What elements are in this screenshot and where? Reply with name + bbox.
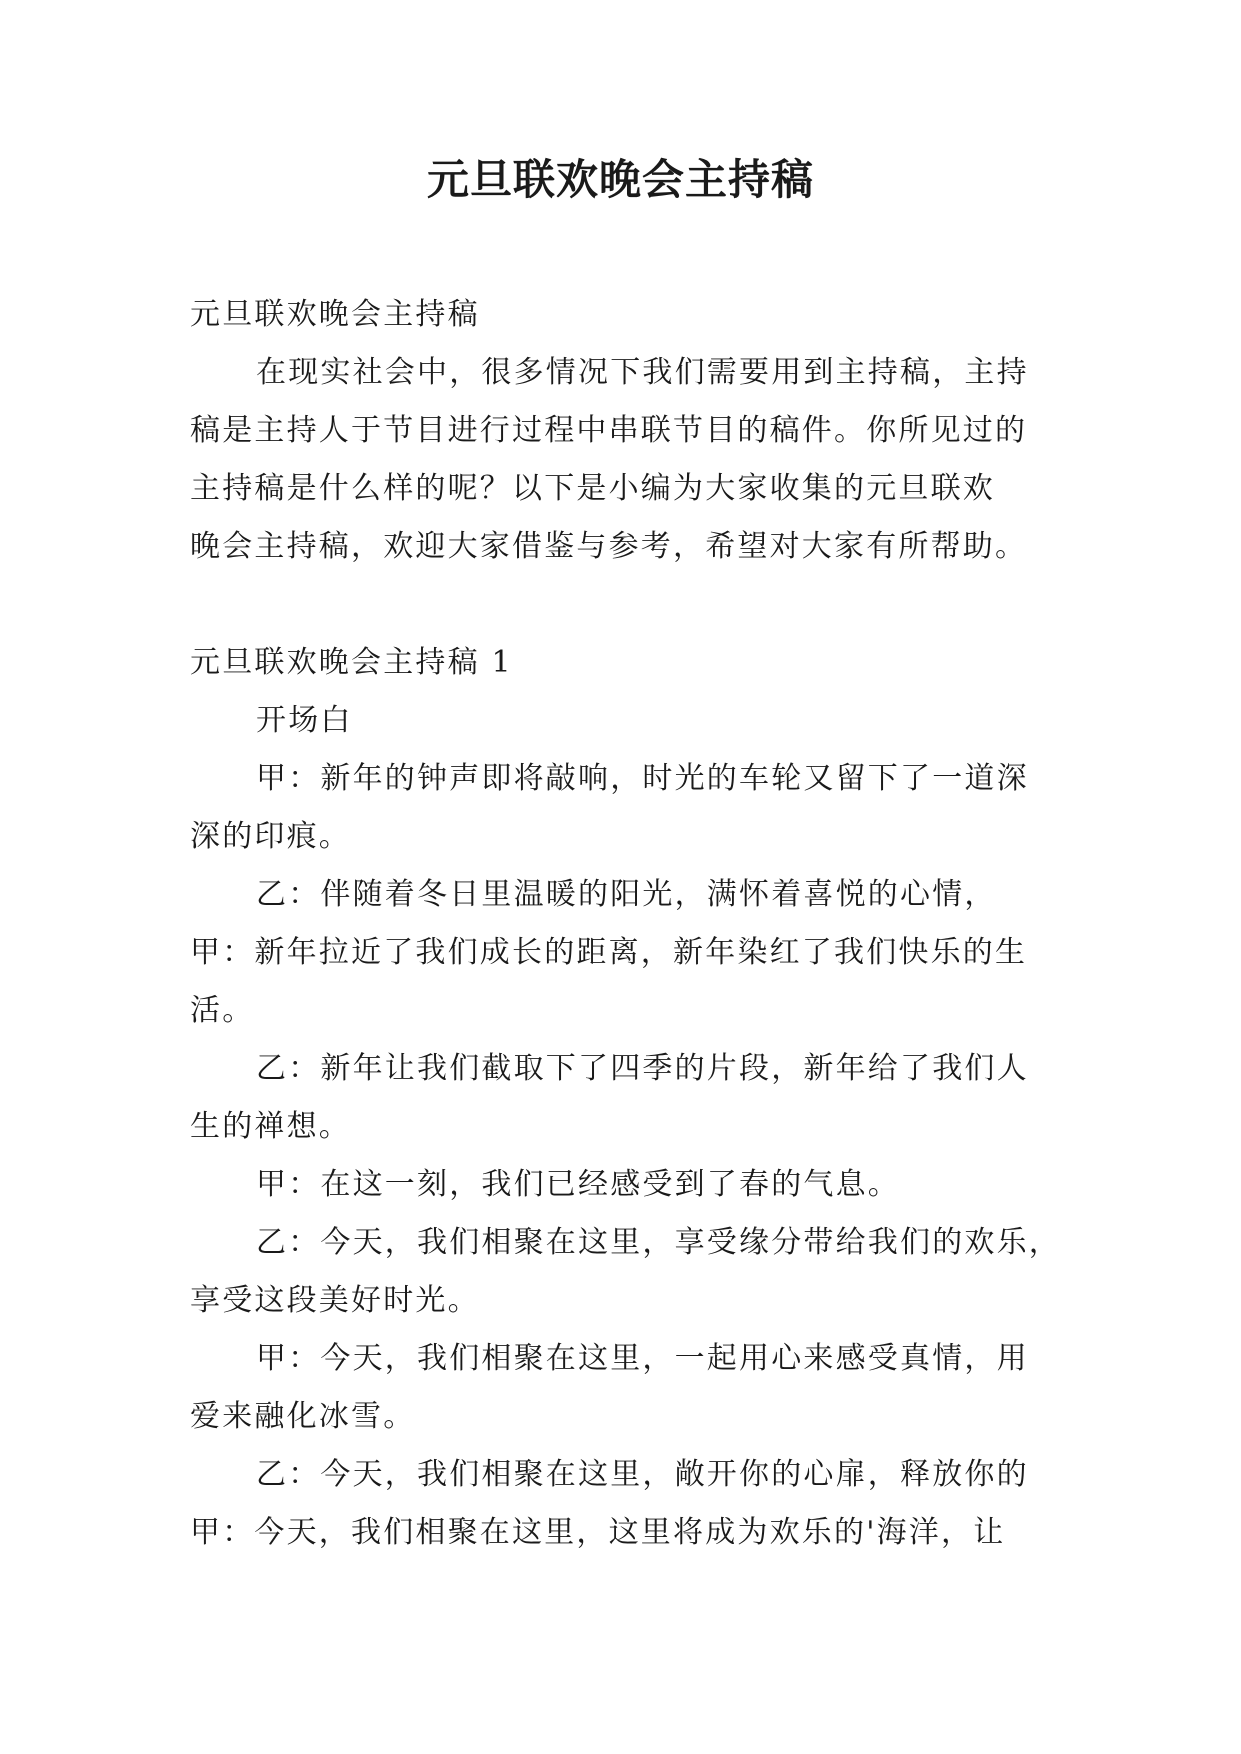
paragraph-line: 生的禅想。 bbox=[190, 1109, 351, 1144]
paragraph-line: 乙：新年让我们截取下了四季的片段，新年给了我们人 bbox=[256, 1051, 1029, 1086]
paragraph-line: 主持稿是什么样的呢？以下是小编为大家收集的元旦联欢 bbox=[190, 471, 995, 506]
paragraph-line: 活。 bbox=[190, 993, 255, 1028]
paragraph-line: 享受这段美好时光。 bbox=[190, 1283, 480, 1318]
paragraph-line: 甲：今天，我们相聚在这里，这里将成为欢乐的'海洋，让 bbox=[190, 1515, 1006, 1550]
paragraph-line: 乙：今天，我们相聚在这里，敞开你的心扉，释放你的 bbox=[256, 1457, 1029, 1492]
paragraph-line: 在现实社会中，很多情况下我们需要用到主持稿，主持 bbox=[256, 355, 1029, 390]
section-heading: 元旦联欢晚会主持稿 1 bbox=[190, 645, 513, 680]
paragraph-line: 甲：在这一刻，我们已经感受到了春的气息。 bbox=[256, 1167, 900, 1202]
paragraph-line: 甲：今天，我们相聚在这里，一起用心来感受真情，用 bbox=[256, 1341, 1029, 1376]
paragraph-line: 深的印痕。 bbox=[190, 819, 351, 854]
paragraph-line: 乙：伴随着冬日里温暖的阳光，满怀着喜悦的心情， bbox=[256, 877, 997, 912]
paragraph-line: 甲：新年的钟声即将敲响，时光的车轮又留下了一道深 bbox=[256, 761, 1029, 796]
document-title: 元旦联欢晚会主持稿 bbox=[426, 155, 814, 204]
subheading: 开场白 bbox=[256, 703, 353, 738]
paragraph-line: 稿是主持人于节目进行过程中串联节目的稿件。你所见过的 bbox=[190, 413, 1028, 448]
paragraph-line: 甲：新年拉近了我们成长的距离，新年染红了我们快乐的生 bbox=[190, 935, 1028, 970]
document-body bbox=[190, 286, 1070, 1562]
section-heading: 元旦联欢晚会主持稿 bbox=[190, 297, 480, 332]
paragraph-line: 晚会主持稿，欢迎大家借鉴与参考，希望对大家有所帮助。 bbox=[190, 529, 1028, 564]
paragraph-line: 爱来融化冰雪。 bbox=[190, 1399, 416, 1434]
paragraph-line: 乙：今天，我们相聚在这里，享受缘分带给我们的欢乐， bbox=[256, 1225, 1061, 1260]
paragraph-gap bbox=[190, 576, 1070, 634]
